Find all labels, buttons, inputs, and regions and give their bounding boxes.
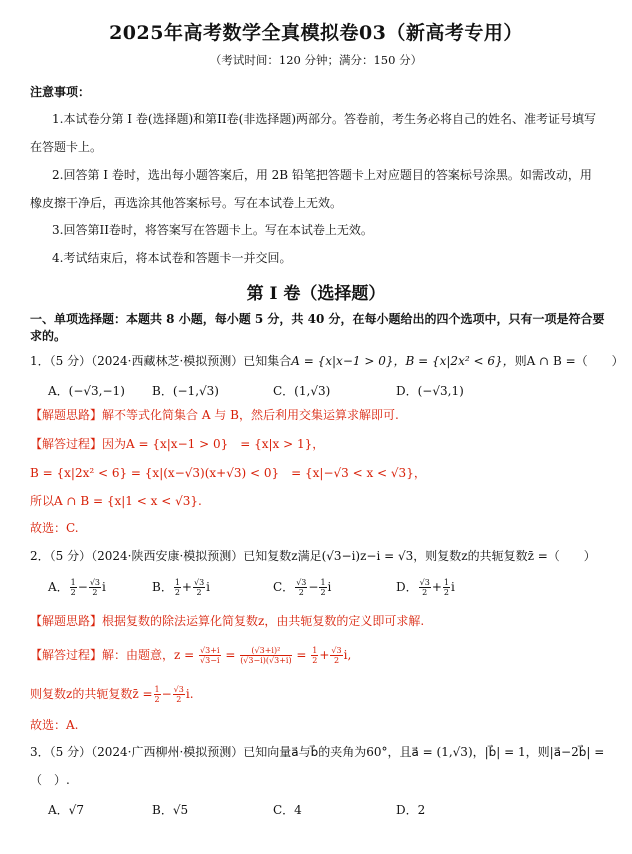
question-1-stem: 1．（5 分）（2024·西藏林芝·模拟预测）已知集合A = {x|x−1 > 0}，B = {x|2x² < 6}，则A ∩ B =（ ） — [30, 354, 624, 368]
q3-option-a: A．√7 — [48, 803, 84, 817]
q2-option-b: B． $\frac{1}{2}$ + $\frac{√3}{2}$ i — [152, 578, 211, 597]
q1-hint-label: 【解题思路】 — [30, 408, 103, 422]
q2-process-label: 【解答过程】 — [30, 648, 103, 662]
notice-item-2-line-1: 2.回答第 I 卷时，选出每小题答案后，用 2B 铅笔把答题卡上对应题目的答案标号涂黑。如需改动，用 — [52, 168, 592, 182]
section-intro-line-2: 求的。 — [30, 329, 67, 343]
q2-option-d: D． $\frac{√3}{2}$ + $\frac{1}{2}$ i — [396, 578, 455, 597]
q1-option-d: D．(−√3,1) — [396, 384, 464, 398]
question-2-stem: 2．（5 分）（2024·陕西安康·模拟预测）已知复数z满足(√3−i)z−i = √3，则复数z的共轭复数z̄ =（ ） — [30, 549, 596, 563]
q2-process-line-2: 则复数z的共轭复数z̄ = $\frac{1}{2}$ − $\frac{√3}{2}$ i. — [30, 685, 194, 704]
q1-process-line-3: 所以A ∩ B = {x|1 < x < √3}. — [30, 494, 202, 508]
q1-option-b: B．(−1,√3) — [152, 384, 219, 398]
q2-option-c: C． $\frac{√3}{2}$ − $\frac{1}{2}$ i — [273, 578, 332, 597]
notice-item-4: 4.考试结束后，将本试卷和答题卡一并交回。 — [52, 251, 292, 265]
section-title: 第 I 卷（选择题） — [246, 284, 386, 304]
section-intro-line-1: 一、单项选择题：本题共 8 小题，每小题 5 分，共 40 分，在每小题给出的四个选项中，只有一项是符合要 — [30, 312, 605, 326]
q2-hint: 【解题思路】根据复数的除法运算化简复数z，由共轭复数的定义即可求解. — [30, 614, 425, 628]
q3-option-b: B．√5 — [152, 803, 189, 817]
q2-hint-label: 【解题思路】 — [30, 614, 103, 628]
q1-process-line-2: B = {x|2x² < 6} = {x|(x−√3)(x+√3) < 0} = {x|−√3 < x < √3}， — [30, 466, 426, 480]
notice-item-3: 3.回答第II卷时，将答案写在答题卡上。写在本试卷上无效。 — [52, 223, 373, 237]
q2-answer: 故选：A. — [30, 718, 79, 732]
q1-option-c: C．(1,√3) — [273, 384, 331, 398]
q1-option-a: A．(−√3,−1) — [48, 384, 125, 398]
page-title: 2025年高考数学全真模拟卷03（新高考专用） — [109, 22, 523, 44]
notice-item-1-line-1: 1.本试卷分第 I 卷(选择题)和第II卷(非选择题)两部分。答卷前，考生务必将自己的姓名、准考证号填写 — [52, 112, 597, 126]
question-3-stem: 3．（5 分）（2024·广西柳州·模拟预测）已知向量a⃗与b⃗的夹角为60°，且a⃗ = (1,√3)，|b⃗| = 1，则|a⃗−2b⃗| = — [30, 745, 605, 759]
q2-process-line-1: 【解答过程】解：由题意，z = $\frac{√3+i}{√3-i}$ = $\frac{\text{(√3+i)²}}{(√3-i)(√3+i)}$ = $\frac{1}{2}$ + $\frac{√3}{2}$ i, — [30, 646, 352, 665]
q1-process-label: 【解答过程】 — [30, 437, 103, 451]
q1-hint: 【解题思路】解不等式化简集合 A 与 B，然后利用交集运算求解即可. — [30, 408, 399, 422]
notice-item-1-line-2: 在答题卡上。 — [30, 140, 103, 154]
notice-heading: 注意事项： — [30, 85, 91, 99]
q3-option-c: C．4 — [273, 803, 302, 817]
q1-process-line-1: 【解答过程】因为A = {x|x−1 > 0} = {x|x > 1}， — [30, 437, 325, 451]
notice-item-2-line-2: 橡皮擦干净后，再选涂其他答案标号。写在本试卷上无效。 — [30, 196, 343, 210]
q3-option-d: D．2 — [396, 803, 426, 817]
q2-option-a: A． $\frac{1}{2}$ − $\frac{√3}{2}$ i — [48, 578, 106, 597]
question-3-paren: （ ）. — [30, 773, 70, 787]
exam-info: （考试时间：120 分钟；满分：150 分） — [209, 53, 423, 67]
q1-answer: 故选：C. — [30, 521, 79, 535]
